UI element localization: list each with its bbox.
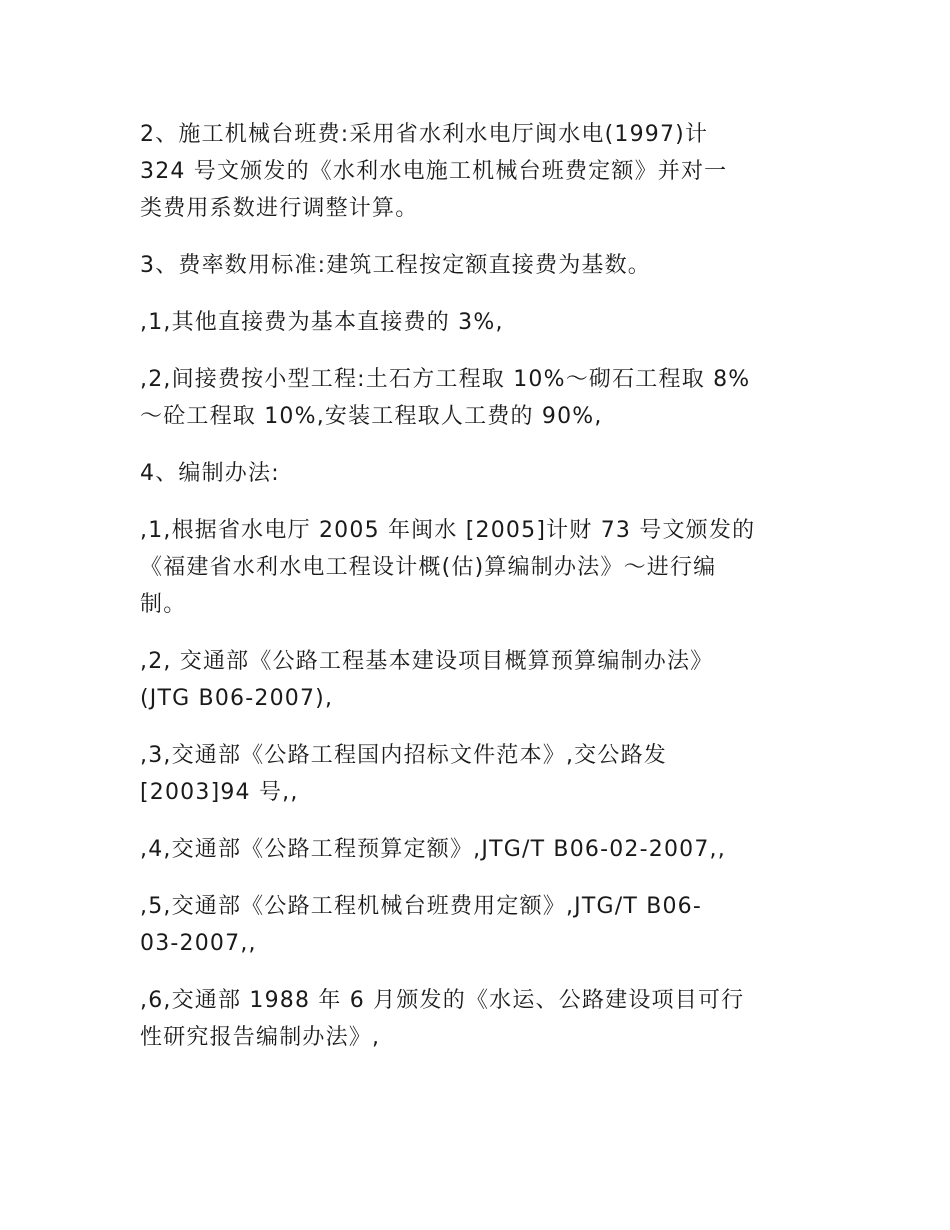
text-line: 类费用系数进行调整计算。 (140, 196, 419, 221)
paragraph-method-item-4 (140, 831, 820, 868)
text-line: ,6,交通部 1988 年 6 月颁发的《水运、公路建设项目可行 (140, 988, 745, 1013)
text-line: 性研究报告编制办法》, (140, 1025, 381, 1050)
paragraph-method-item-5 (140, 888, 820, 962)
text-line: 《福建省水利水电工程设计概(估)算编制办法》～进行编 (140, 555, 717, 580)
text-line: ,2,间接费按小型工程:土石方工程取 10%～砌石工程取 8% (140, 367, 751, 392)
text-line: ～砼工程取 10%,安装工程取人工费的 90%, (140, 404, 603, 429)
text-line: 324 号文颁发的《水利水电施工机械台班费定额》并对一 (140, 159, 728, 184)
document-body (140, 116, 820, 1076)
text-line: ,5,交通部《公路工程机械台班费用定额》,JTG/T B06- (140, 894, 703, 919)
paragraph-method-item-6 (140, 982, 820, 1056)
paragraph-method-item-3 (140, 737, 820, 811)
paragraph-rate-standard (140, 247, 820, 284)
paragraph-machinery-fee (140, 116, 820, 227)
text-line: [2003]94 号,, (140, 780, 299, 805)
text-line: ,4,交通部《公路工程预算定额》,JTG/T B06-02-2007,, (140, 837, 726, 862)
text-line: ,3,交通部《公路工程国内招标文件范本》,交公路发 (140, 743, 667, 768)
paragraph-other-direct-fee (140, 304, 820, 341)
text-line: (JTG B06-2007), (140, 686, 334, 711)
text-line: 4、编制办法: (140, 461, 280, 486)
text-line: 制。 (140, 592, 187, 617)
text-line: ,1,其他直接费为基本直接费的 3%, (140, 310, 504, 335)
text-line: 3、费率数用标准:建筑工程按定额直接费为基数。 (140, 253, 652, 278)
text-line: 2、施工机械台班费:采用省水利水电厅闽水电(1997)计 (140, 122, 709, 147)
text-line: ,2, 交通部《公路工程基本建设项目概算预算编制办法》 (140, 649, 714, 674)
paragraph-indirect-fee (140, 361, 820, 435)
text-line: 03-2007,, (140, 931, 257, 956)
paragraph-method-item-1 (140, 512, 820, 623)
paragraph-method-item-2 (140, 643, 820, 717)
text-line: ,1,根据省水电厅 2005 年闽水 [2005]计财 73 号文颁发的 (140, 518, 756, 543)
paragraph-compilation-method-heading (140, 455, 820, 492)
